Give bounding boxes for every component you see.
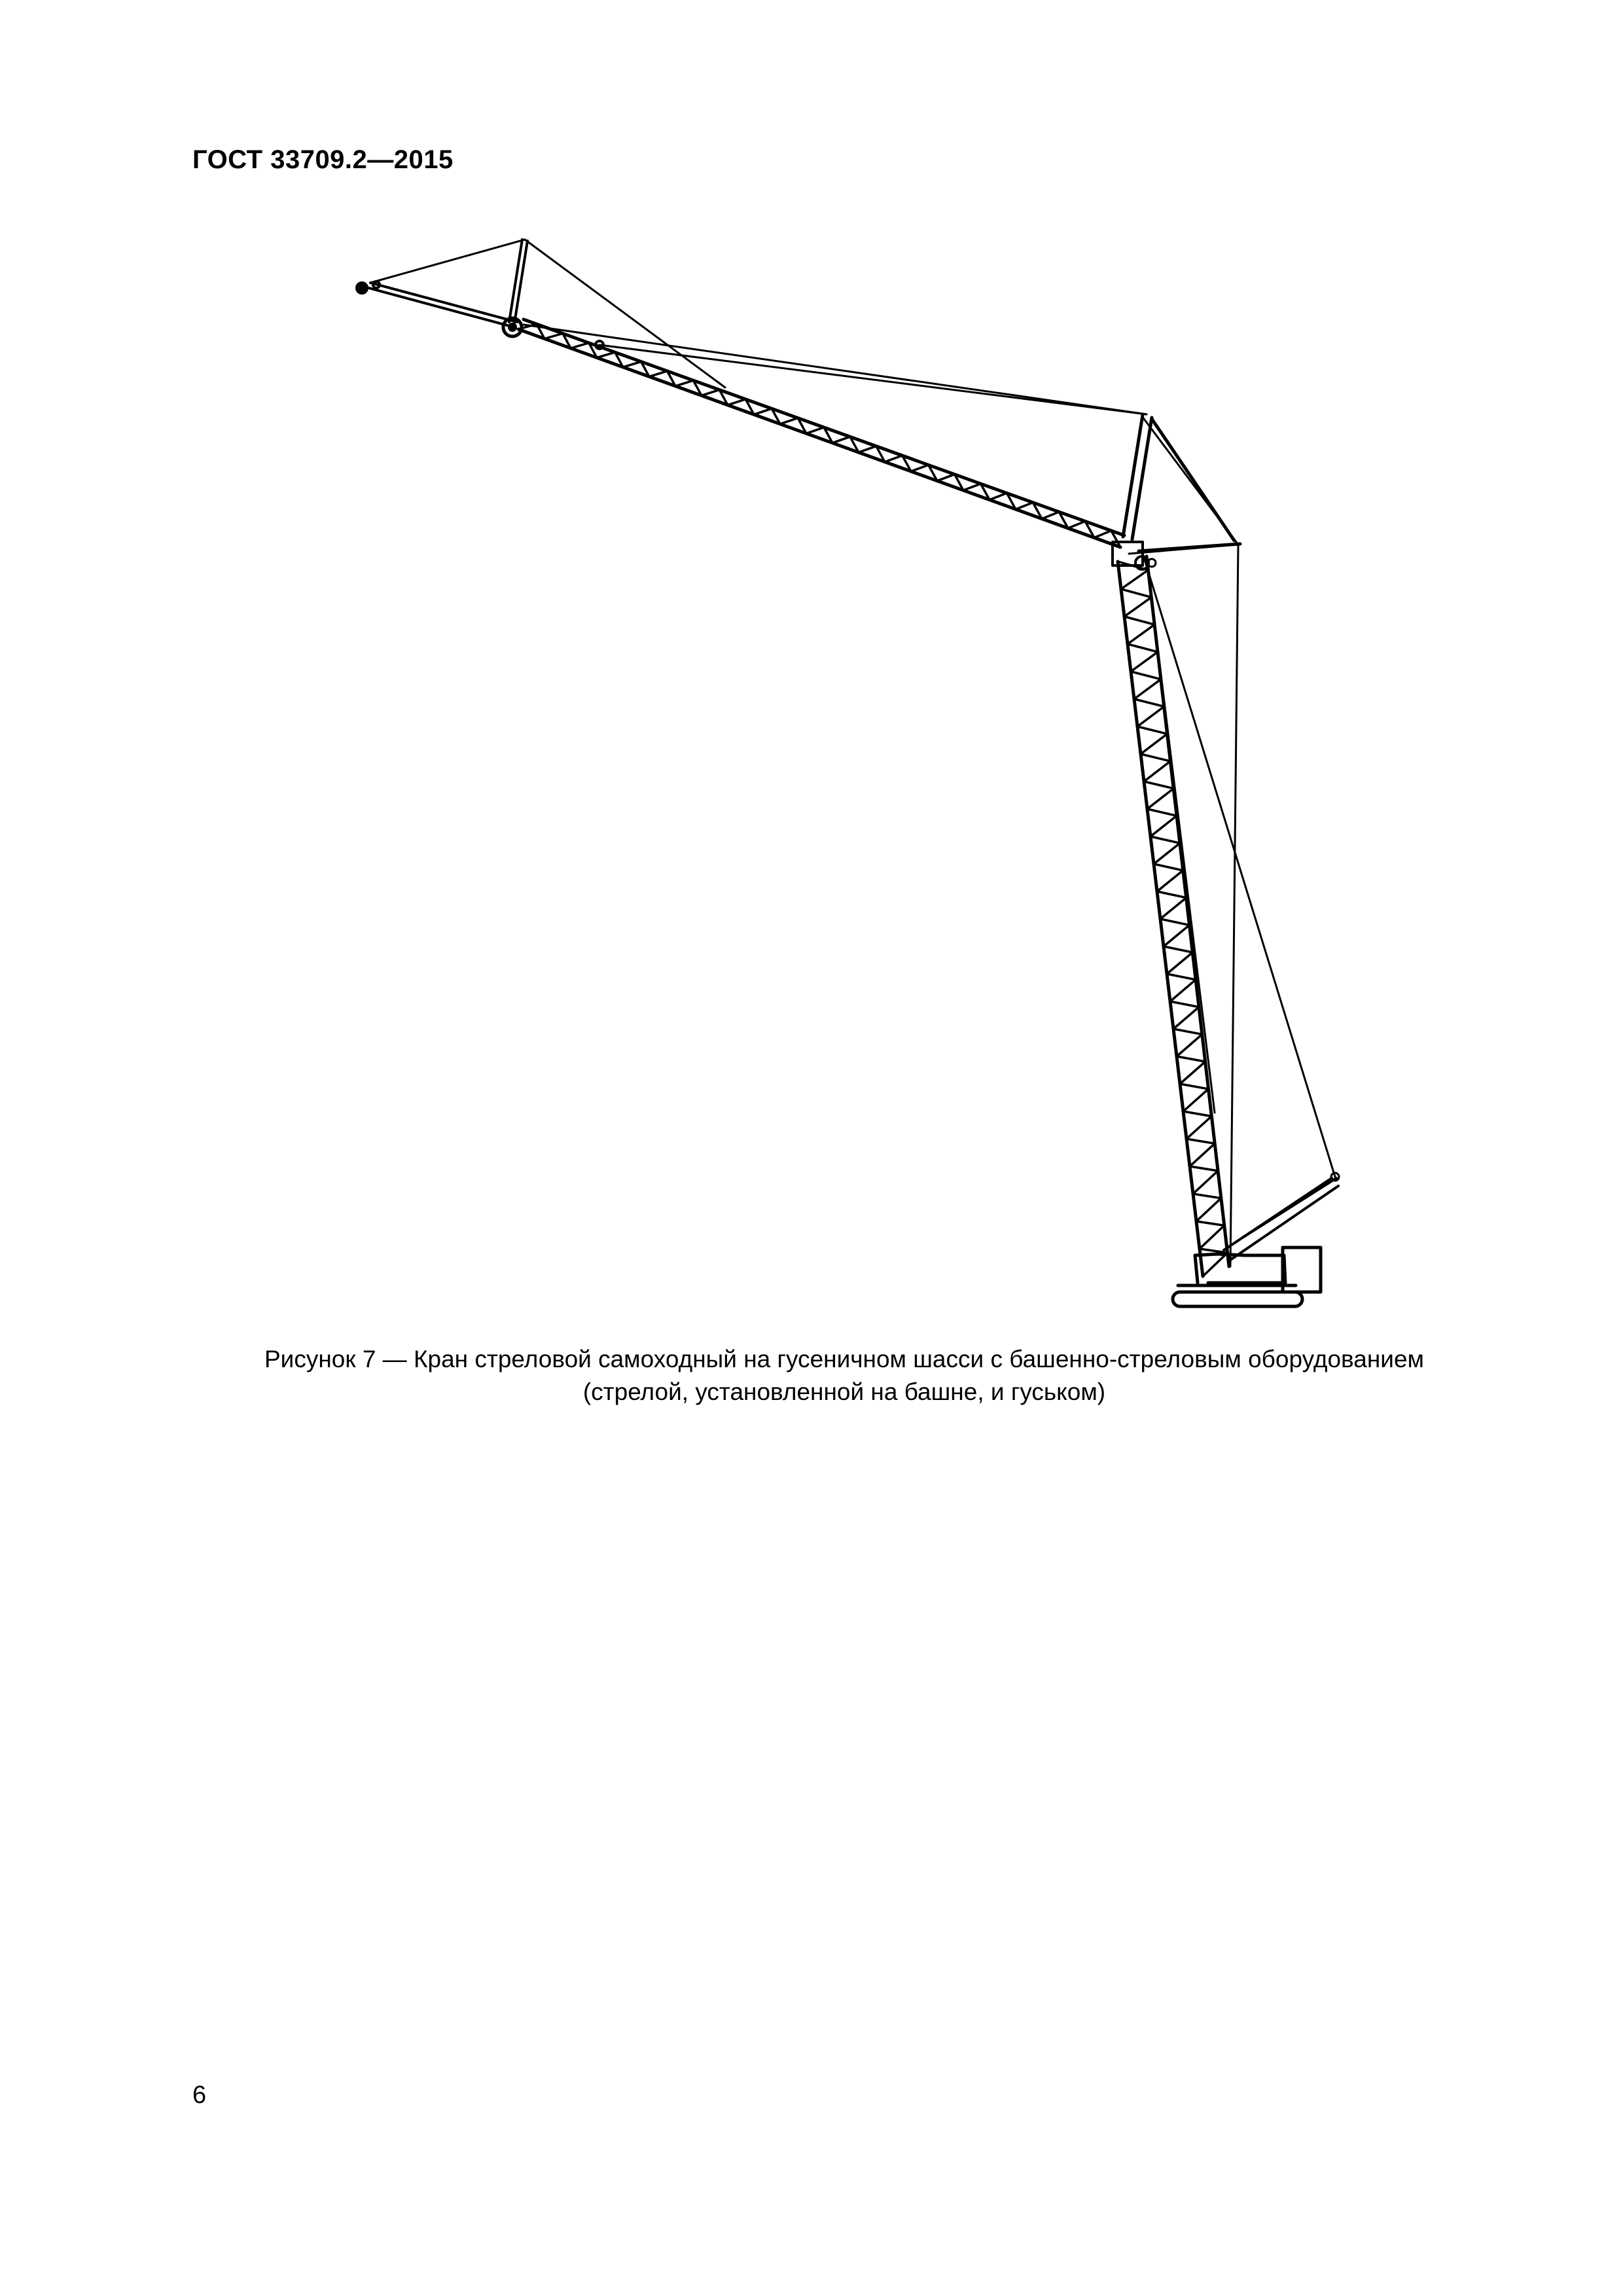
crane-jib bbox=[357, 240, 603, 349]
crane-tower-head bbox=[1113, 415, 1240, 569]
figure-caption bbox=[196, 1343, 1492, 1408]
crane-tower-lattice bbox=[1118, 556, 1229, 1276]
figure-caption-line-1: Рисунок 7 — Кран стреловой самоходный на гусеничном шасси с башенно-стреловым оборудованием bbox=[264, 1346, 1424, 1372]
crane-boom-lattice bbox=[518, 319, 1124, 547]
document-code: ГОСТ 33709.2—2015 bbox=[192, 145, 454, 174]
figure-caption-line-2: (стрелой, установленной на башне, и гуськом) bbox=[582, 1378, 1106, 1405]
page-number: 6 bbox=[192, 2081, 207, 2109]
